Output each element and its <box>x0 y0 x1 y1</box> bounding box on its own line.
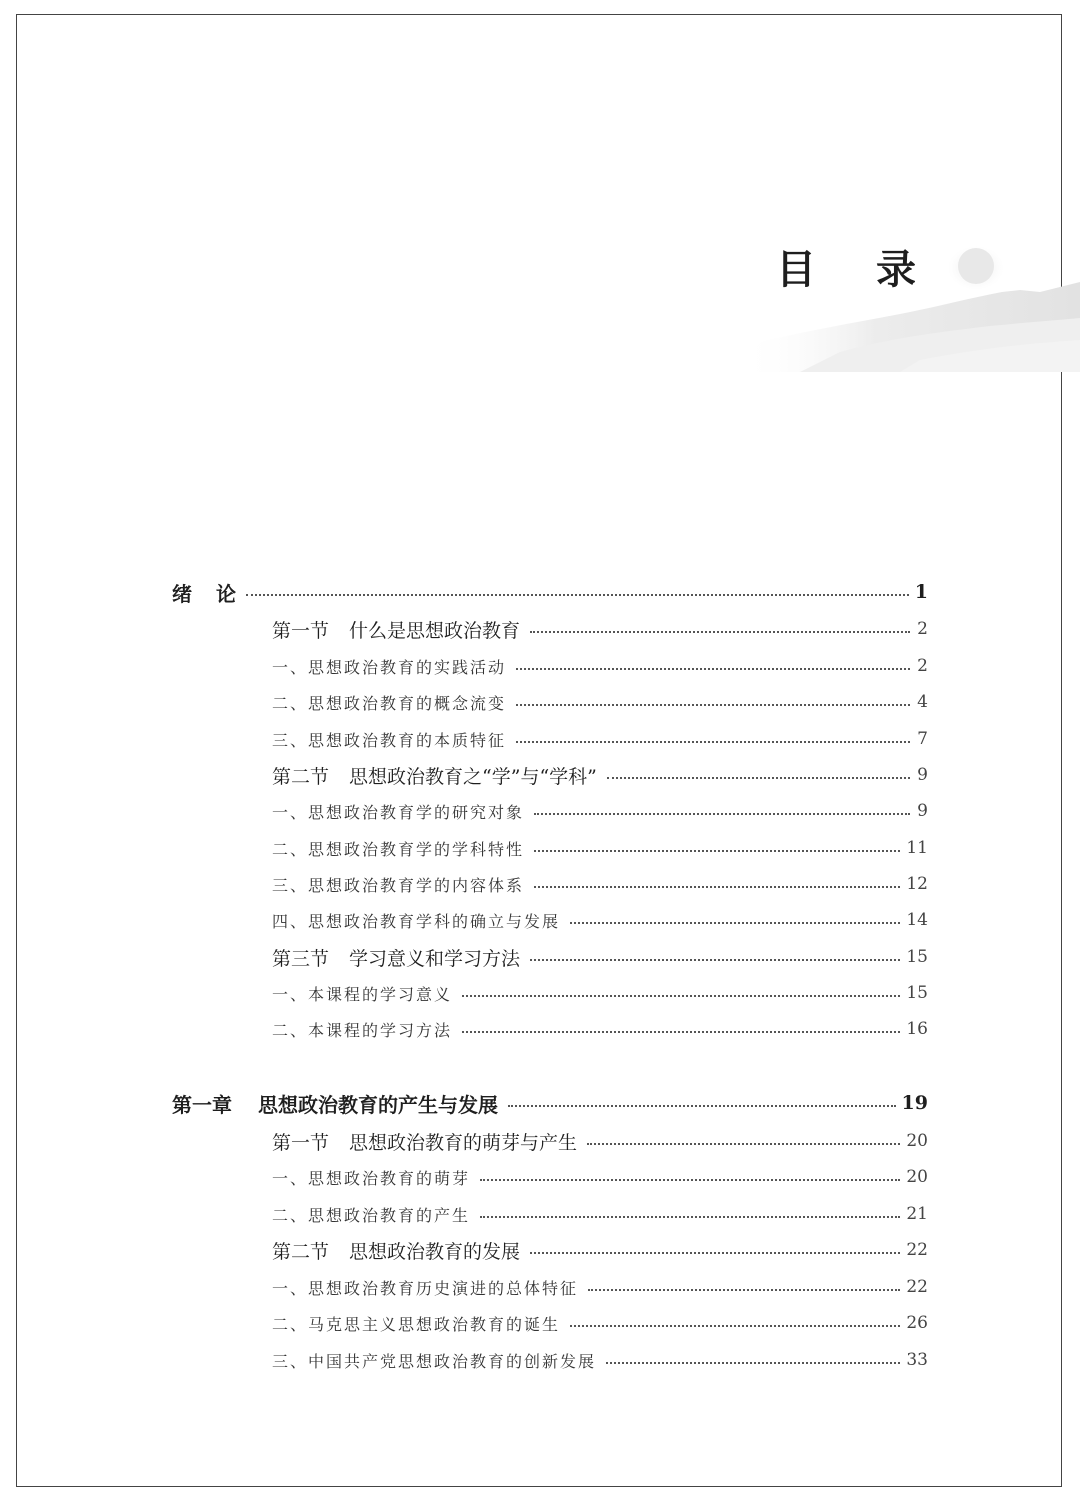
item-title: 三、思想政治教育的本质特征 <box>272 730 507 750</box>
item-title: 三、中国共产党思想政治教育的创新发展 <box>272 1351 597 1371</box>
page-number: 14 <box>906 910 928 930</box>
toc-item[interactable] <box>272 687 928 717</box>
toc-section[interactable] <box>272 1126 928 1156</box>
dot-leader <box>530 959 900 961</box>
dot-leader <box>587 1143 900 1145</box>
toc-section[interactable] <box>272 614 928 644</box>
item-title: 二、思想政治教育的产生 <box>272 1205 471 1225</box>
dot-leader <box>588 1289 900 1291</box>
page-number: 9 <box>917 801 928 821</box>
page-number: 1 <box>914 581 928 603</box>
page-number: 19 <box>901 1092 928 1114</box>
dot-leader <box>480 1179 900 1181</box>
toc-chapter-intro[interactable] <box>172 577 928 607</box>
dot-leader <box>606 1362 900 1364</box>
page-number: 16 <box>906 1019 928 1039</box>
dot-leader <box>534 850 900 852</box>
item-title: 二、思想政治教育学的学科特性 <box>272 839 525 859</box>
page-number: 26 <box>906 1313 928 1333</box>
dot-leader <box>516 704 910 706</box>
item-title: 三、思想政治教育学的内容体系 <box>272 875 525 895</box>
page-number: 21 <box>906 1204 928 1224</box>
dot-leader <box>480 1216 900 1218</box>
title-char-1: 目 <box>776 246 816 293</box>
page-number: 20 <box>906 1131 928 1151</box>
toc-section[interactable] <box>272 942 928 972</box>
item-title: 一、本课程的学习意义 <box>272 984 453 1004</box>
toc-item[interactable] <box>272 724 928 754</box>
toc-item[interactable] <box>272 1014 928 1044</box>
item-title: 二、马克思主义思想政治教育的诞生 <box>272 1314 561 1334</box>
section-title: 第一节 什么是思想政治教育 <box>272 619 521 642</box>
dot-leader <box>570 922 900 924</box>
toc-item[interactable] <box>272 651 928 681</box>
dot-leader <box>462 1031 900 1033</box>
section-title: 第二节 思想政治教育之“学”与“学科” <box>272 765 597 788</box>
page-number: 7 <box>917 729 928 749</box>
item-title: 一、思想政治教育历史演进的总体特征 <box>272 1278 579 1298</box>
toc-item[interactable] <box>272 1199 928 1229</box>
toc-item[interactable] <box>272 1162 928 1192</box>
page-number: 2 <box>917 619 928 639</box>
toc-item[interactable] <box>272 869 928 899</box>
dot-leader <box>508 1105 896 1107</box>
dot-leader <box>246 594 909 596</box>
toc-section[interactable] <box>272 1235 928 1265</box>
section-title: 第二节 思想政治教育的发展 <box>272 1240 521 1263</box>
toc-item[interactable] <box>272 833 928 863</box>
toc-item[interactable] <box>272 796 928 826</box>
dot-leader <box>530 631 910 633</box>
dot-leader <box>530 1252 900 1254</box>
section-title: 第三节 学习意义和学习方法 <box>272 947 521 970</box>
title-char-2: 录 <box>876 246 916 293</box>
dot-leader <box>570 1325 900 1327</box>
page-number: 12 <box>906 874 928 894</box>
dot-leader <box>462 995 900 997</box>
page-number: 33 <box>906 1350 928 1370</box>
toc-item[interactable] <box>272 905 928 935</box>
page-number: 9 <box>917 765 928 785</box>
dot-leader <box>516 668 910 670</box>
dot-leader <box>534 813 910 815</box>
chapter-title: 第一章 思想政治教育的产生与发展 <box>172 1092 498 1117</box>
page-number: 22 <box>906 1240 928 1260</box>
toc-item[interactable] <box>272 978 928 1008</box>
toc-chapter-1[interactable] <box>172 1088 928 1118</box>
toc-section[interactable] <box>272 760 928 790</box>
dot-leader <box>607 777 910 779</box>
item-title: 一、思想政治教育学的研究对象 <box>272 802 525 822</box>
page-number: 4 <box>917 692 928 712</box>
page-number: 2 <box>917 656 928 676</box>
toc-item[interactable] <box>272 1272 928 1302</box>
page-number: 11 <box>906 838 928 858</box>
dot-leader <box>534 886 900 888</box>
section-title: 第一节 思想政治教育的萌芽与产生 <box>272 1131 578 1154</box>
page-number: 15 <box>906 983 928 1003</box>
item-title: 二、本课程的学习方法 <box>272 1020 453 1040</box>
item-title: 四、思想政治教育学科的确立与发展 <box>272 911 561 931</box>
page-number: 20 <box>906 1167 928 1187</box>
dot-leader <box>516 741 910 743</box>
toc-item[interactable] <box>272 1345 928 1375</box>
item-title: 一、思想政治教育的萌芽 <box>272 1168 471 1188</box>
item-title: 二、思想政治教育的概念流变 <box>272 693 507 713</box>
chapter-title: 绪 论 <box>172 581 236 606</box>
page-number: 15 <box>906 947 928 967</box>
page-number: 22 <box>906 1277 928 1297</box>
item-title: 一、思想政治教育的实践活动 <box>272 657 507 677</box>
toc-item[interactable] <box>272 1308 928 1338</box>
